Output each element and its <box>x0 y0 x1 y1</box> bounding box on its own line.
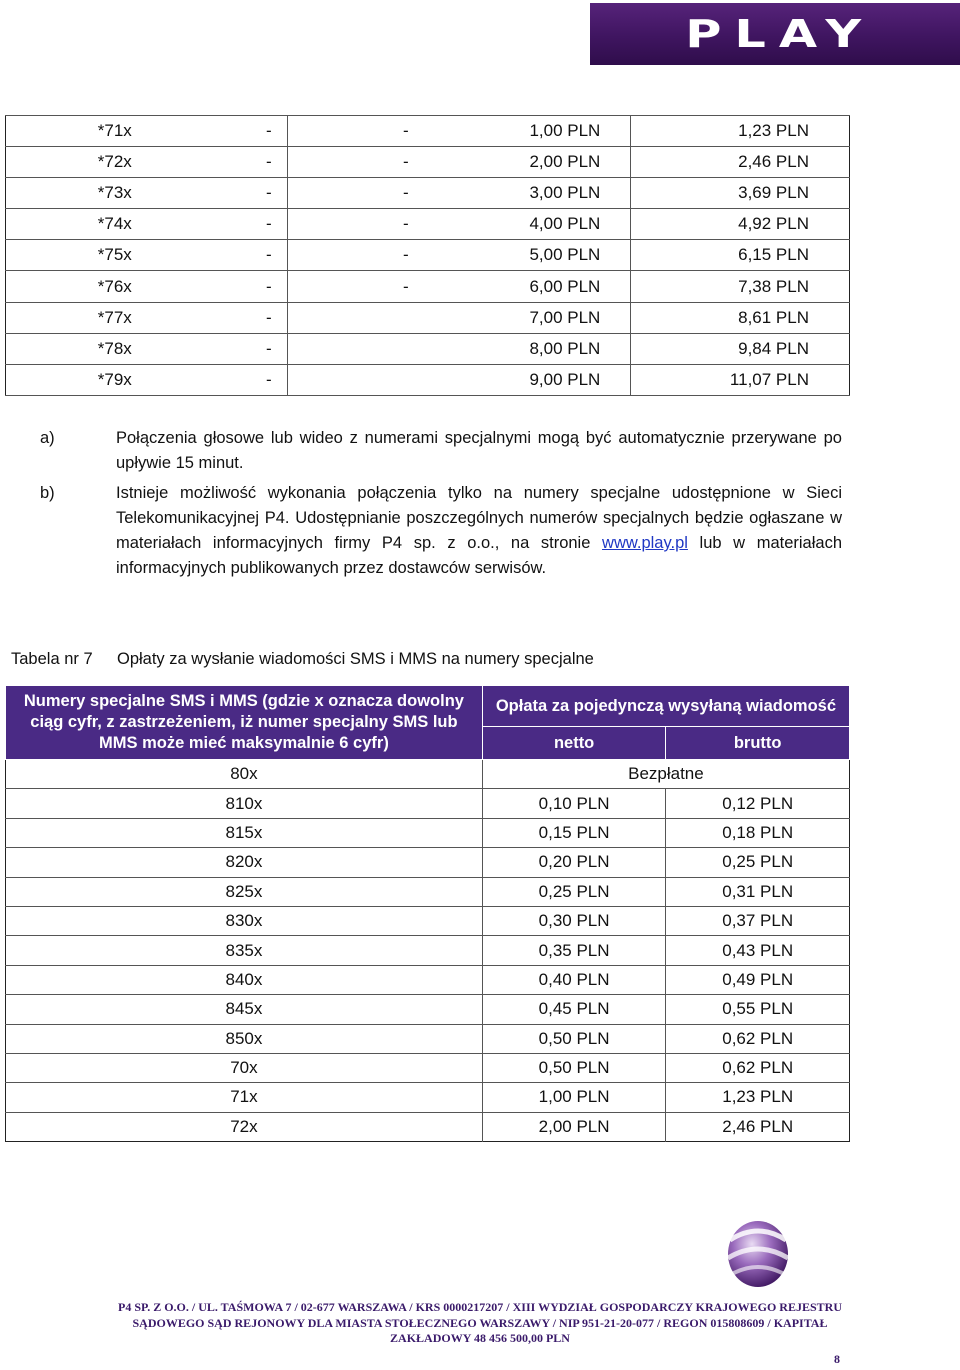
number-cell: *78x <box>6 333 140 364</box>
table-row <box>6 848 850 877</box>
brutto-cell: 0,62 PLN <box>666 1024 850 1053</box>
note-b-text-1: Istnieje możliwość wykonania połączenia tylko na numery specjalne udostępnione w Sieci Telekomunikacyjnej P4. Udostępnianie poszczególnych numerów specjalnych będzie ogłaszane w materiałach informacyjnych firmy P4 sp. z o.o., na stronie <box>116 484 842 552</box>
number-cell: 830x <box>6 906 483 935</box>
number-cell: 810x <box>6 789 483 818</box>
number-cell: 72x <box>6 1112 483 1141</box>
number-cell: *76x <box>6 271 140 302</box>
number-cell: *72x <box>6 147 140 178</box>
dash-cell: - <box>287 240 423 271</box>
brutto-cell: 9,84 PLN <box>631 333 850 364</box>
table-row <box>6 877 850 906</box>
brutto-cell: 0,31 PLN <box>666 877 850 906</box>
sms-mms-fees-table <box>5 685 850 1142</box>
note-a-text: Połączenia głosowe lub wideo z numerami specjalnymi mogą być automatycznie przerywane po upływie 15 minut. <box>116 429 842 472</box>
netto-cell: 0,45 PLN <box>482 995 666 1024</box>
table-row <box>6 271 850 302</box>
number-cell: 850x <box>6 1024 483 1053</box>
note-b-text-2: lub w materiałach informacyjnych publikowanych przez dostawców serwisów. <box>116 534 843 577</box>
number-cell: *74x <box>6 209 140 240</box>
netto-cell: 4,00 PLN <box>424 209 631 240</box>
table-row <box>6 995 850 1024</box>
table-row <box>6 818 850 847</box>
number-cell: 80x <box>6 760 483 789</box>
footer-line-1: P4 SP. Z O.O. / UL. TAŚMOWA 7 / 02-677 WARSZAWA / KRS 0000217207 / XIII WYDZIAŁ GOSPODARCZY KRAJOWEGO REJESTRU <box>117 1300 842 1314</box>
netto-cell: 2,00 PLN <box>424 147 631 178</box>
header-netto: netto <box>482 727 666 760</box>
number-cell: *79x <box>6 364 140 395</box>
netto-cell: 0,25 PLN <box>482 877 666 906</box>
number-cell: 820x <box>6 848 483 877</box>
play-swirl-logo-icon <box>722 1210 794 1292</box>
table-row <box>6 209 850 240</box>
dash-cell: - <box>140 240 287 271</box>
dash-cell: - <box>287 147 423 178</box>
dash-cell: - <box>140 333 287 364</box>
dash-cell: - <box>287 271 423 302</box>
dash-cell: - <box>140 147 287 178</box>
netto-cell: 3,00 PLN <box>424 178 631 209</box>
header-brutto: brutto <box>666 727 850 760</box>
brutto-cell: 0,12 PLN <box>666 789 850 818</box>
brutto-cell: 0,49 PLN <box>666 965 850 994</box>
brutto-cell: 7,38 PLN <box>631 271 850 302</box>
dash-cell: - <box>140 271 287 302</box>
netto-cell: 5,00 PLN <box>424 240 631 271</box>
number-cell: *77x <box>6 302 140 333</box>
table-row <box>6 1083 850 1112</box>
brutto-cell: 11,07 PLN <box>631 364 850 395</box>
number-cell: 71x <box>6 1083 483 1112</box>
logo-text: PLAY <box>685 12 875 56</box>
table-row <box>6 789 850 818</box>
netto-cell: 6,00 PLN <box>424 271 631 302</box>
dash-cell: - <box>140 178 287 209</box>
number-cell: 70x <box>6 1053 483 1082</box>
brutto-cell: 1,23 PLN <box>631 116 850 147</box>
company-footer <box>0 1300 960 1347</box>
note-a-label: a) <box>40 429 55 447</box>
netto-cell: 1,00 PLN <box>482 1083 666 1112</box>
brutto-cell: 1,23 PLN <box>666 1083 850 1112</box>
dash-cell: - <box>140 209 287 240</box>
netto-cell: 9,00 PLN <box>287 364 631 395</box>
table-row <box>6 760 850 789</box>
number-cell: 825x <box>6 877 483 906</box>
dash-cell: - <box>140 302 287 333</box>
netto-cell: 1,00 PLN <box>424 116 631 147</box>
brutto-cell: 6,15 PLN <box>631 240 850 271</box>
footer-line-2: SĄDOWEGO SĄD REJONOWY DLA MIASTA STOŁECZNEGO WARSZAWY / NIP 951-21-20-077 / REGON 015808609 / KAPITAŁ <box>132 1315 828 1330</box>
dash-cell: - <box>287 178 423 209</box>
brutto-cell: 3,69 PLN <box>631 178 850 209</box>
number-cell: 815x <box>6 818 483 847</box>
table-row <box>6 1024 850 1053</box>
table-row <box>6 906 850 935</box>
table-caption <box>11 650 594 669</box>
table-caption-text: Opłaty za wysłanie wiadomości SMS i MMS na numery specjalne <box>117 650 594 668</box>
table-row <box>6 240 850 271</box>
table-row <box>6 178 850 209</box>
footer-line-3: ZAKŁADOWY 48 456 500,00 PLN <box>390 1331 570 1345</box>
note-b <box>40 481 842 581</box>
netto-cell: 0,15 PLN <box>482 818 666 847</box>
note-a <box>40 426 842 476</box>
netto-cell: 0,20 PLN <box>482 848 666 877</box>
table-row <box>6 116 850 147</box>
dash-cell: - <box>287 116 423 147</box>
netto-cell: 0,35 PLN <box>482 936 666 965</box>
netto-cell: 0,50 PLN <box>482 1053 666 1082</box>
page-number: 8 <box>834 1352 840 1366</box>
number-cell: *71x <box>6 116 140 147</box>
table-row <box>6 333 850 364</box>
number-cell: *75x <box>6 240 140 271</box>
brutto-cell: 0,25 PLN <box>666 848 850 877</box>
brutto-cell: 0,62 PLN <box>666 1053 850 1082</box>
netto-cell: 8,00 PLN <box>287 333 631 364</box>
number-cell: *73x <box>6 178 140 209</box>
table-row <box>6 364 850 395</box>
free-cell: Bezpłatne <box>482 760 849 789</box>
number-cell: 835x <box>6 936 483 965</box>
brutto-cell: 0,37 PLN <box>666 906 850 935</box>
brutto-cell: 0,43 PLN <box>666 936 850 965</box>
table-row <box>6 1112 850 1141</box>
play-logo <box>590 3 960 65</box>
brutto-cell: 8,61 PLN <box>631 302 850 333</box>
netto-cell: 0,30 PLN <box>482 906 666 935</box>
special-numbers-table <box>5 115 850 396</box>
note-b-text <box>116 481 842 581</box>
netto-cell: 0,50 PLN <box>482 1024 666 1053</box>
dash-cell: - <box>140 364 287 395</box>
header-fee: Opłata za pojedynczą wysyłaną wiadomość <box>482 686 849 727</box>
play-website-link[interactable]: www.play.pl <box>602 534 688 552</box>
netto-cell: 0,10 PLN <box>482 789 666 818</box>
table-row <box>6 965 850 994</box>
header-numbers: Numery specjalne SMS i MMS (gdzie x oznacza dowolny ciąg cyfr, z zastrzeżeniem, iż numer specjalny SMS lub MMS może mieć maksymalnie 6 cyfr) <box>6 686 483 760</box>
note-b-label: b) <box>40 484 55 502</box>
netto-cell: 7,00 PLN <box>287 302 631 333</box>
netto-cell: 0,40 PLN <box>482 965 666 994</box>
table-row <box>6 1053 850 1082</box>
number-cell: 845x <box>6 995 483 1024</box>
dash-cell: - <box>287 209 423 240</box>
brutto-cell: 2,46 PLN <box>631 147 850 178</box>
netto-cell: 2,00 PLN <box>482 1112 666 1141</box>
table-row <box>6 302 850 333</box>
dash-cell: - <box>140 116 287 147</box>
table-row <box>6 147 850 178</box>
number-cell: 840x <box>6 965 483 994</box>
table-row <box>6 936 850 965</box>
brutto-cell: 4,92 PLN <box>631 209 850 240</box>
table-caption-label: Tabela nr 7 <box>11 650 93 668</box>
brutto-cell: 2,46 PLN <box>666 1112 850 1141</box>
brutto-cell: 0,18 PLN <box>666 818 850 847</box>
brutto-cell: 0,55 PLN <box>666 995 850 1024</box>
